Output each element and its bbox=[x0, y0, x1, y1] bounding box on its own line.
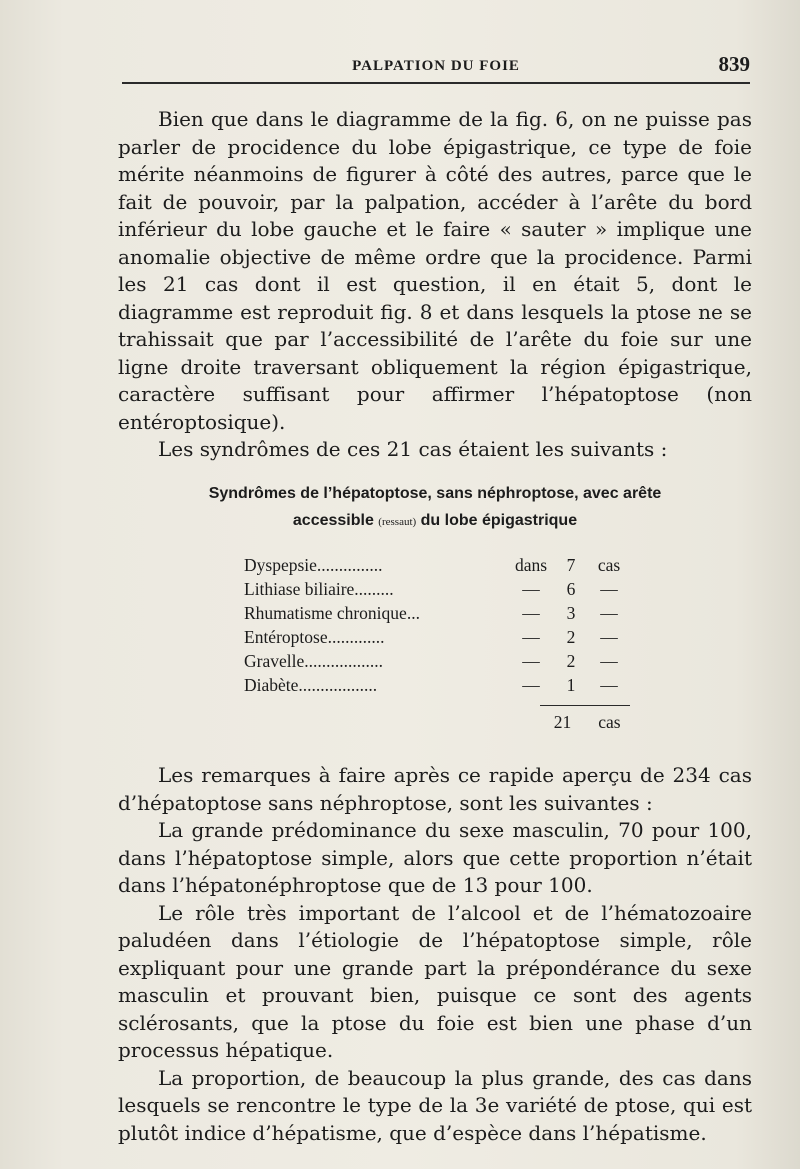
syndrome-count: 1 bbox=[566, 675, 576, 695]
table-row bbox=[244, 625, 634, 649]
syndromes-table bbox=[244, 553, 634, 697]
syndrome-name: Gravelle.................. bbox=[244, 651, 383, 671]
paragraph: Bien que dans le diagramme de la fig. 6, on ne puisse pas parler de procidence du lobe épigastrique, ce type de foie mérite néanmoins de figurer à côté des autres, parce que le fait de pouvoir, par la palpation, accéder à l’arête du bord inférieur du lobe gauche et le faire « sauter » implique une anomalie objective de même ordre que la procidence. Parmi les 21 cas dont il est question, il en était 5, dont le diagramme est reproduit fig. 8 et dans lesquels la ptose ne se trahissait que par l’accessibilité de l’arête du foie sur une ligne droite traversant obliquement la région épigastrique, caractère suffisant pour affirmer l’hépatoptose (non entéroptosique). bbox=[118, 107, 752, 434]
syndrome-unit: — bbox=[600, 627, 618, 647]
table-row bbox=[244, 673, 634, 697]
text-block-bottom bbox=[118, 762, 752, 1147]
table-title-lobe: du lobe épigastrique bbox=[420, 512, 578, 529]
syndrome-prep: — bbox=[522, 651, 540, 671]
table-row bbox=[244, 649, 634, 673]
syndrome-unit: — bbox=[600, 675, 618, 695]
syndrome-count: 6 bbox=[566, 579, 576, 599]
syndrome-prep: — bbox=[522, 627, 540, 647]
syndrome-unit: cas bbox=[597, 555, 621, 575]
syndrome-name: Entéroptose............. bbox=[244, 627, 385, 647]
total-rule bbox=[540, 705, 630, 706]
page-number: 839 bbox=[718, 52, 750, 76]
running-title: PALPATION DU FOIE bbox=[352, 58, 520, 74]
syndrome-name: Rhumatisme chronique... bbox=[244, 603, 420, 623]
syndrome-name: Dyspepsie............... bbox=[244, 555, 383, 575]
syndrome-name: Lithiase biliaire......... bbox=[244, 579, 394, 599]
syndrome-count: 2 bbox=[566, 627, 576, 647]
table-row bbox=[244, 553, 634, 577]
table-row bbox=[244, 601, 634, 625]
syndrome-unit: — bbox=[600, 651, 618, 671]
total-count: 21 bbox=[553, 712, 572, 732]
paragraph: La grande prédominance du sexe masculin, 70 pour 100, dans l’hépatoptose simple, alors que cette proportion n’était dans l’hépatonéphroptose que de 13 pour 100. bbox=[118, 818, 752, 897]
running-head bbox=[122, 52, 750, 84]
syndrome-name: Diabète.................. bbox=[244, 675, 378, 695]
syndrome-count: 2 bbox=[566, 651, 576, 671]
total-unit: cas bbox=[598, 712, 621, 732]
syndrome-count: 7 bbox=[566, 555, 576, 575]
syndrome-count: 3 bbox=[566, 603, 576, 623]
paragraph: Les syndrômes de ces 21 cas étaient les suivants : bbox=[158, 437, 668, 461]
table-title-line-2 bbox=[118, 507, 752, 536]
syndrome-prep: — bbox=[522, 603, 540, 623]
paragraph: La proportion, de beaucoup la plus grande, des cas dans lesquels se rencontre le type de la 3e variété de ptose, qui est plutôt indice d’hépatisme, que d’espèce dans l’hépatisme. bbox=[118, 1065, 752, 1145]
table-title-accessible: accessible bbox=[292, 512, 374, 529]
syndrome-prep: — bbox=[522, 579, 540, 599]
table-title bbox=[118, 480, 752, 536]
text-block-top bbox=[118, 106, 752, 464]
table-title-ressaut: (ressaut) bbox=[378, 516, 417, 528]
syndrome-unit: — bbox=[600, 603, 618, 623]
total-row bbox=[540, 712, 640, 733]
syndrome-unit: — bbox=[600, 579, 618, 599]
table-row bbox=[244, 577, 634, 601]
syndrome-prep: — bbox=[522, 675, 540, 695]
table-title-line-1: Syndrômes de l’hépatoptose, sans néphroptose, avec arête bbox=[208, 485, 662, 502]
syndrome-prep: dans bbox=[514, 555, 548, 575]
paragraph: Les remarques à faire après ce rapide aperçu de 234 cas d’hépatoptose sans néphroptose, sont les suivantes : bbox=[118, 763, 752, 815]
paragraph: Le rôle très important de l’alcool et de l’hématozoaire paludéen dans l’étiologie de l’hépatoptose simple, rôle expliquant pour une grande part la prépondérance du sexe masculin et prouvant bien, puisque ce sont des agents sclérosants, que la ptose du foie est bien une phase d’un processus hépatique. bbox=[118, 900, 752, 1062]
